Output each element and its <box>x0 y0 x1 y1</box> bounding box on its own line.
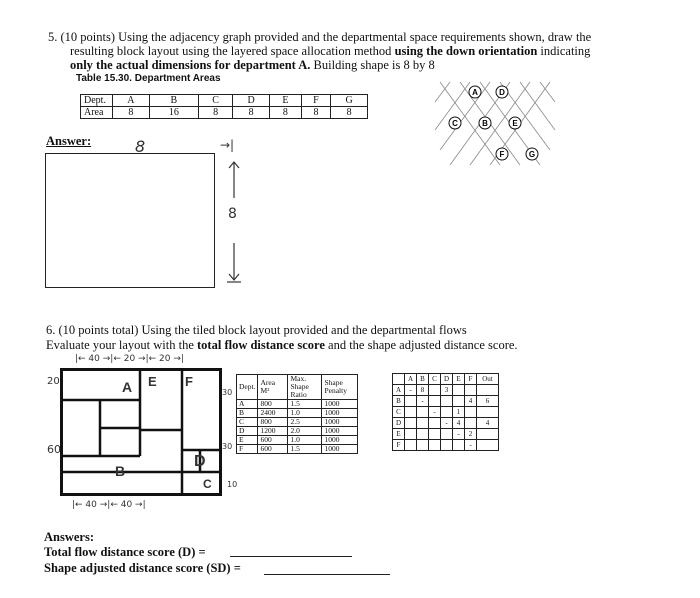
hand-dimension-arrow <box>222 158 246 286</box>
layout-label-f: F <box>185 374 193 389</box>
flow-header: F <box>465 374 477 385</box>
total-flow-label: Total flow distance score (D) = <box>44 545 206 559</box>
answer-box[interactable] <box>45 153 215 288</box>
info-cell: F <box>237 445 258 454</box>
layout-label-b: B <box>115 463 126 479</box>
dept-cell: E <box>270 95 302 107</box>
info-header-ratio: Max. Shape Ratio <box>288 375 322 400</box>
q5-line-2a: resulting block layout using the layered space allocation method <box>70 44 395 58</box>
q5-line-2 <box>70 44 590 58</box>
dept-info-table <box>236 374 358 454</box>
hand-right-30b: 30 <box>222 442 233 451</box>
hand-top-dims: |← 40 →|← 20 →|← 20 →| <box>75 354 184 364</box>
flow-header: D <box>441 374 453 385</box>
flow-cell: B <box>393 396 405 407</box>
info-header-penalty: Shape Penalty <box>322 375 358 400</box>
info-cell: 2.0 <box>288 427 322 436</box>
info-cell: E <box>237 436 258 445</box>
q5-line-1: 5. (10 points) Using the adjacency graph provided and the departmental space requirements shown, draw the <box>48 30 592 44</box>
node-c-label: C <box>452 119 458 128</box>
tiled-block-layout <box>60 368 222 496</box>
info-cell: 1200 <box>258 427 288 436</box>
flow-row-f <box>393 440 499 451</box>
flow-cell <box>453 385 465 396</box>
flow-cell: 4 <box>453 418 465 429</box>
flow-cell <box>429 385 441 396</box>
flow-cell <box>453 440 465 451</box>
flow-cell <box>405 396 417 407</box>
info-row-f <box>237 445 358 454</box>
dept-header: Dept. <box>81 95 113 107</box>
flow-header: E <box>453 374 465 385</box>
info-cell: 2.5 <box>288 418 322 427</box>
info-cell: D <box>237 427 258 436</box>
info-cell: 1000 <box>322 445 358 454</box>
flow-cell <box>405 429 417 440</box>
area-cell: 8 <box>113 107 150 119</box>
area-header: Area <box>81 107 113 119</box>
node-a-label: A <box>472 88 478 97</box>
layout-label-a: A <box>122 379 133 395</box>
area-cell: 16 <box>149 107 198 119</box>
info-cell: 1.5 <box>288 445 322 454</box>
flow-cell: 3 <box>441 385 453 396</box>
info-cell: 1000 <box>322 409 358 418</box>
flow-cell <box>429 396 441 407</box>
flow-matrix <box>392 373 499 451</box>
area-cell: 8 <box>233 107 270 119</box>
info-cell: B <box>237 409 258 418</box>
flow-row-a <box>393 385 499 396</box>
answers-label: Answers: <box>44 530 94 544</box>
flow-cell: 4 <box>477 418 499 429</box>
flow-cell: 6 <box>477 396 499 407</box>
area-cell: 8 <box>270 107 302 119</box>
flow-cell: D <box>393 418 405 429</box>
node-g-label: G <box>528 150 536 159</box>
flow-cell <box>441 407 453 418</box>
flow-cell: E <box>393 429 405 440</box>
q5-line-2c: indicating <box>537 44 591 58</box>
hand-right-30a: 30 <box>222 388 233 397</box>
q6-line-2a: Evaluate your layout with the <box>46 338 198 352</box>
flow-cell <box>465 385 477 396</box>
flow-cell <box>417 407 429 418</box>
flow-cell: C <box>393 407 405 418</box>
flow-cell <box>453 396 465 407</box>
flow-header: C <box>429 374 441 385</box>
info-cell: 800 <box>258 400 288 409</box>
info-cell: 1000 <box>322 427 358 436</box>
total-flow-answer-line[interactable] <box>230 556 352 557</box>
area-cell: 8 <box>301 107 330 119</box>
flow-cell <box>441 429 453 440</box>
flow-cell <box>441 396 453 407</box>
area-cell: 8 <box>198 107 232 119</box>
dept-cell: A <box>113 95 150 107</box>
flow-cell <box>429 440 441 451</box>
q6-line-2c: and the shape adjusted distance score. <box>324 338 518 352</box>
q5-line-3b: Building shape is 8 by 8 <box>310 58 435 72</box>
flow-cell: - <box>465 440 477 451</box>
answer-label: Answer: <box>46 134 92 148</box>
flow-cell <box>477 429 499 440</box>
flow-cell: - <box>441 418 453 429</box>
flow-cell <box>405 407 417 418</box>
flow-header: A <box>405 374 417 385</box>
flow-cell: - <box>417 396 429 407</box>
hand-eight-top: 8 <box>135 137 146 156</box>
hand-right-10: 10 <box>227 480 238 489</box>
area-cell: 8 <box>331 107 368 119</box>
flow-cell <box>477 440 499 451</box>
info-header-dept: Dept. <box>237 375 258 400</box>
info-cell: 2400 <box>258 409 288 418</box>
info-cell: 1.0 <box>288 436 322 445</box>
flow-cell: - <box>405 385 417 396</box>
info-cell: 800 <box>258 418 288 427</box>
flow-cell <box>417 418 429 429</box>
info-cell: 1000 <box>322 418 358 427</box>
flow-cell: 8 <box>417 385 429 396</box>
flow-cell <box>465 407 477 418</box>
hand-arrow: →| <box>220 138 235 152</box>
info-cell: A <box>237 400 258 409</box>
q6-line-1: 6. (10 points total) Using the tiled block layout provided and the departmental flows <box>46 323 467 337</box>
flow-row-b <box>393 396 499 407</box>
flow-cell <box>429 418 441 429</box>
q5-line-2b: using the down orientation <box>394 44 538 58</box>
flow-cell: 2 <box>465 429 477 440</box>
flow-row-c <box>393 407 499 418</box>
info-cell: 1.0 <box>288 409 322 418</box>
info-header-row <box>237 375 358 400</box>
flow-cell <box>405 440 417 451</box>
dept-cell: F <box>301 95 330 107</box>
dept-cell: C <box>198 95 232 107</box>
flow-cell <box>429 429 441 440</box>
flow-header-row <box>393 374 499 385</box>
info-cell: 1000 <box>322 400 358 409</box>
layout-label-e: E <box>148 374 157 389</box>
flow-cell <box>477 385 499 396</box>
dept-row <box>81 95 368 107</box>
flow-cell: 1 <box>453 407 465 418</box>
info-header-area: Area M² <box>258 375 288 400</box>
hand-eight-side: 8 <box>228 206 237 222</box>
layout-label-d: D <box>194 453 206 470</box>
dept-cell: D <box>233 95 270 107</box>
flow-row-e <box>393 429 499 440</box>
info-cell: 600 <box>258 445 288 454</box>
hand-left-20: 20 <box>47 376 60 387</box>
shape-score-answer-line[interactable] <box>264 574 390 575</box>
node-d-label: D <box>499 88 505 97</box>
node-f-label: F <box>499 150 505 159</box>
flow-cell <box>441 440 453 451</box>
dept-cell: G <box>331 95 368 107</box>
shape-score-label: Shape adjusted distance score (SD) = <box>44 561 241 575</box>
layout-label-c: C <box>203 477 212 491</box>
info-cell: 600 <box>258 436 288 445</box>
q5-line-3 <box>70 58 435 72</box>
flow-row-d <box>393 418 499 429</box>
flow-cell: F <box>393 440 405 451</box>
node-e-label: E <box>512 119 518 128</box>
hand-left-60: 60 <box>47 443 61 456</box>
adjacency-graph <box>430 80 560 170</box>
flow-cell: A <box>393 385 405 396</box>
flow-cell <box>417 429 429 440</box>
q6-line-2 <box>46 338 518 352</box>
dept-area-table <box>80 94 368 119</box>
info-cell: 1.5 <box>288 400 322 409</box>
flow-cell <box>405 418 417 429</box>
flow-cell <box>417 440 429 451</box>
flow-cell: - <box>429 407 441 418</box>
flow-header: B <box>417 374 429 385</box>
flow-cell <box>477 407 499 418</box>
flow-cell: - <box>453 429 465 440</box>
q5-line-3a: only the actual dimensions for department A. <box>70 58 311 72</box>
info-cell: 1000 <box>322 436 358 445</box>
flow-cell: 4 <box>465 396 477 407</box>
flow-header <box>393 374 405 385</box>
node-b-label: B <box>482 119 488 128</box>
q6-line-2b: total flow distance score <box>197 338 325 352</box>
flow-cell <box>465 418 477 429</box>
dept-cell: B <box>149 95 198 107</box>
flow-header: Out <box>477 374 499 385</box>
area-row <box>81 107 368 119</box>
hand-bottom-dims: |← 40 →|← 40 →| <box>72 500 146 510</box>
table-caption: Table 15.30. Department Areas <box>76 73 221 84</box>
info-cell: C <box>237 418 258 427</box>
